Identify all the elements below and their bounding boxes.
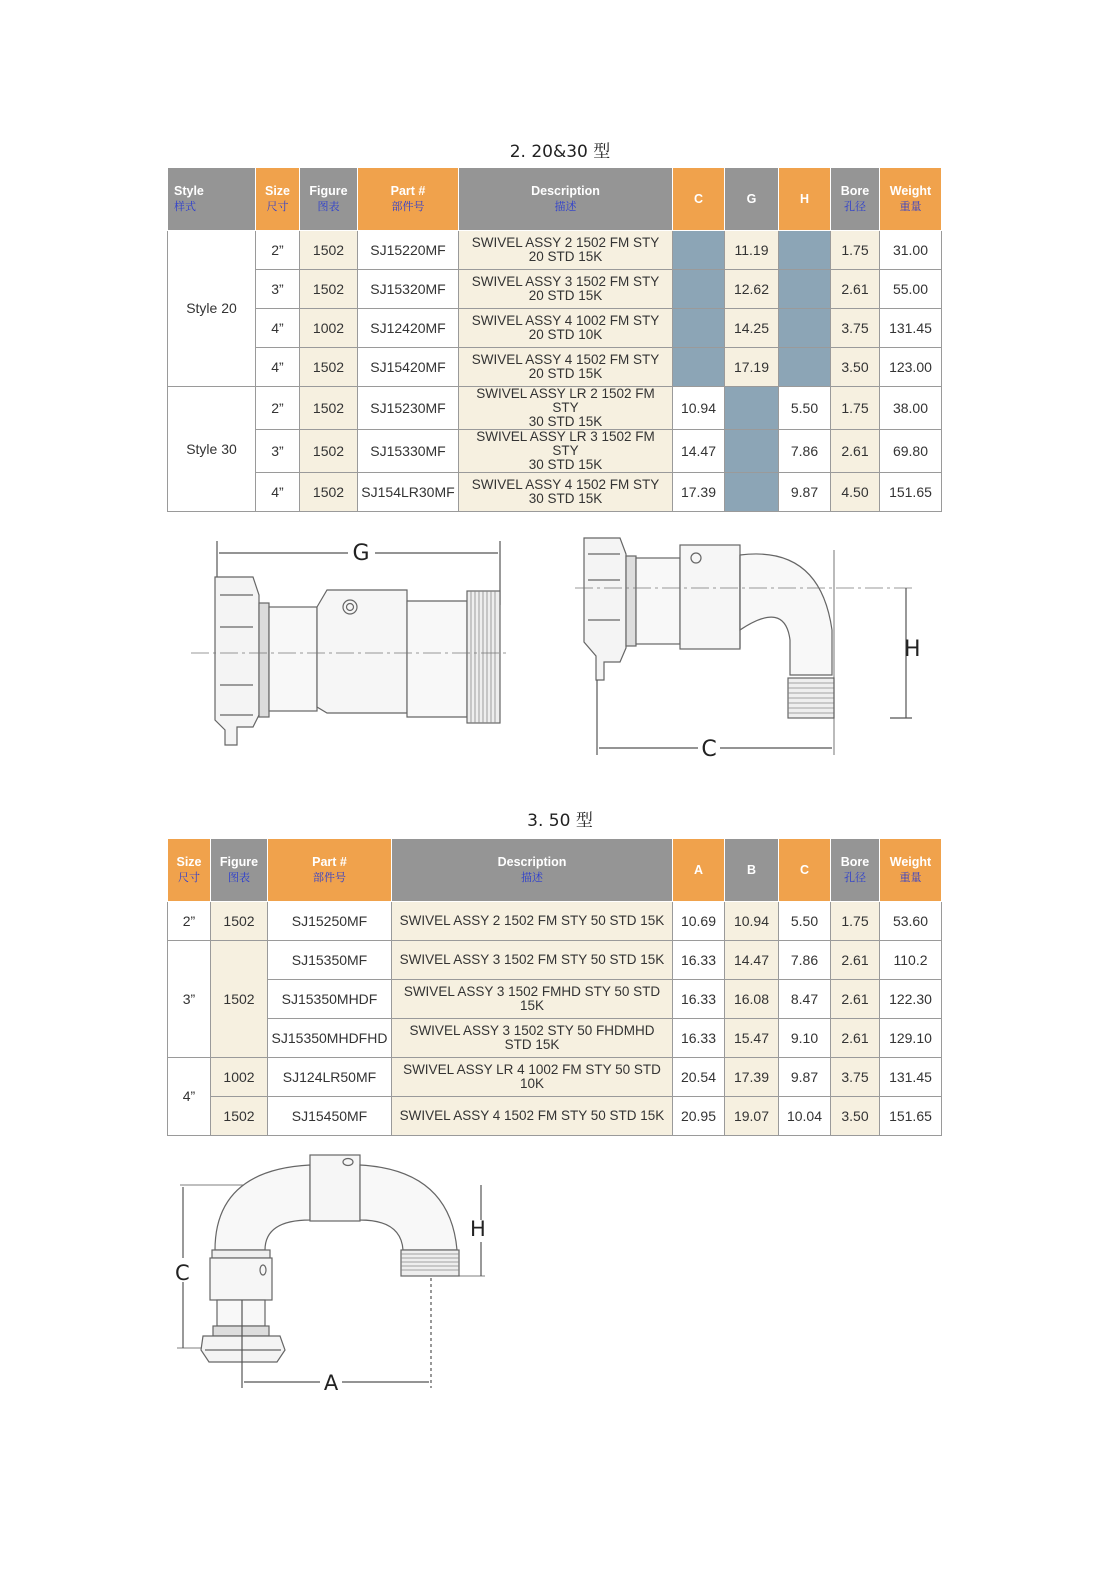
part-number-cell: SJ15330MF [358, 430, 459, 473]
table-row [168, 941, 942, 980]
c-value-cell [673, 270, 725, 309]
size-cell: 4” [256, 473, 300, 512]
figure-cell: 1502 [300, 387, 358, 430]
g-value-cell: 17.19 [725, 348, 779, 387]
b-value-cell: 19.07 [725, 1097, 779, 1136]
h-value-cell [779, 309, 831, 348]
part-number-cell: SJ124LR50MF [268, 1058, 392, 1097]
weight-cell: 131.45 [880, 1058, 942, 1097]
bore-cell: 1.75 [831, 902, 880, 941]
table-row [168, 980, 942, 1019]
g-value-cell [725, 473, 779, 512]
figure-cell: 1502 [211, 902, 268, 941]
description-cell: SWIVEL ASSY 4 1502 FM STY 50 STD 15K [392, 1097, 673, 1136]
part-number-cell: SJ15220MF [358, 231, 459, 270]
h-value-cell: 9.87 [779, 473, 831, 512]
header-b: B [725, 839, 779, 902]
h-value-cell [779, 348, 831, 387]
dimension-c-label: C [701, 737, 717, 762]
description-cell: SWIVEL ASSY LR 2 1502 FM STY 30 STD 15K [459, 387, 673, 430]
c-value-cell [673, 231, 725, 270]
section-title-50: 3. 50 型 [527, 811, 593, 831]
bore-cell: 2.61 [831, 980, 880, 1019]
weight-cell: 122.30 [880, 980, 942, 1019]
table-row [168, 902, 942, 941]
header-bore: Bore 孔径 [831, 839, 880, 902]
bore-cell: 2.61 [831, 430, 880, 473]
weight-cell: 55.00 [880, 270, 942, 309]
part-number-cell: SJ154LR30MF [358, 473, 459, 512]
c-value-cell: 5.50 [779, 902, 831, 941]
section-title-20-30: 2. 20&30 型 [509, 142, 611, 162]
size-cell: 4” [256, 348, 300, 387]
description-cell: SWIVEL ASSY 2 1502 FM STY 50 STD 15K [392, 902, 673, 941]
description-cell: SWIVEL ASSY 3 1502 STY 50 FHDMHD STD 15K [392, 1019, 673, 1058]
table-row [168, 430, 942, 473]
bore-cell: 4.50 [831, 473, 880, 512]
b-value-cell: 15.47 [725, 1019, 779, 1058]
style-30-swivel-diagram [570, 530, 930, 765]
size-cell: 3” [168, 941, 211, 1058]
b-value-cell: 17.39 [725, 1058, 779, 1097]
dimension-h-label: H [470, 1217, 486, 1241]
a-value-cell: 16.33 [673, 941, 725, 980]
table-header-row [168, 168, 942, 231]
bore-cell: 3.75 [831, 1058, 880, 1097]
dimension-c-label: C [175, 1261, 190, 1285]
figure-cell: 1502 [211, 1097, 268, 1136]
header-c: C [779, 839, 831, 902]
h-value-cell [779, 231, 831, 270]
table-row [168, 309, 942, 348]
a-value-cell: 20.95 [673, 1097, 725, 1136]
style-cell: Style 30 [168, 387, 256, 512]
table-header-row [168, 839, 942, 902]
description-cell: SWIVEL ASSY 3 1502 FM STY 20 STD 15K [459, 270, 673, 309]
b-value-cell: 16.08 [725, 980, 779, 1019]
g-value-cell: 14.25 [725, 309, 779, 348]
bore-cell: 2.61 [831, 270, 880, 309]
style-50-swivel-diagram [165, 1150, 495, 1395]
c-value-cell: 9.10 [779, 1019, 831, 1058]
header-size: Size 尺寸 [168, 839, 211, 902]
header-weight: Weight 重量 [880, 839, 942, 902]
g-value-cell [725, 387, 779, 430]
weight-cell: 110.2 [880, 941, 942, 980]
header-description: Description 描述 [392, 839, 673, 902]
part-number-cell: SJ15320MF [358, 270, 459, 309]
weight-cell: 38.00 [880, 387, 942, 430]
description-cell: SWIVEL ASSY 3 1502 FM STY 50 STD 15K [392, 941, 673, 980]
bore-cell: 1.75 [831, 231, 880, 270]
header-bore: Bore 孔径 [831, 168, 880, 231]
figure-cell: 1502 [300, 348, 358, 387]
c-value-cell: 8.47 [779, 980, 831, 1019]
h-value-cell [779, 270, 831, 309]
header-c: C [673, 168, 725, 231]
weight-cell: 69.80 [880, 430, 942, 473]
h-value-cell: 7.86 [779, 430, 831, 473]
bore-cell: 1.75 [831, 387, 880, 430]
g-value-cell: 11.19 [725, 231, 779, 270]
part-number-cell: SJ15450MF [268, 1097, 392, 1136]
bore-cell: 2.61 [831, 941, 880, 980]
header-part: Part # 部件号 [358, 168, 459, 231]
part-number-cell: SJ15420MF [358, 348, 459, 387]
c-value-cell: 9.87 [779, 1058, 831, 1097]
header-figure: Figure 图表 [211, 839, 268, 902]
header-part: Part # 部件号 [268, 839, 392, 902]
size-cell: 4” [168, 1058, 211, 1136]
figure-cell: 1502 [300, 231, 358, 270]
size-cell: 3” [256, 270, 300, 309]
h-value-cell: 5.50 [779, 387, 831, 430]
c-value-cell: 17.39 [673, 473, 725, 512]
table-row [168, 1097, 942, 1136]
spec-table-style-20-30 [167, 167, 942, 512]
header-weight: Weight 重量 [880, 168, 942, 231]
part-number-cell: SJ15230MF [358, 387, 459, 430]
figure-cell: 1502 [300, 430, 358, 473]
header-g: G [725, 168, 779, 231]
a-value-cell: 10.69 [673, 902, 725, 941]
part-number-cell: SJ15350MHDFHD [268, 1019, 392, 1058]
figure-cell: 1502 [300, 270, 358, 309]
b-value-cell: 14.47 [725, 941, 779, 980]
c-value-cell [673, 309, 725, 348]
header-a: A [673, 839, 725, 902]
description-cell: SWIVEL ASSY 4 1002 FM STY 20 STD 10K [459, 309, 673, 348]
dimension-a-label: A [323, 1371, 339, 1395]
size-cell: 2” [168, 902, 211, 941]
c-value-cell: 10.04 [779, 1097, 831, 1136]
bore-cell: 3.50 [831, 348, 880, 387]
description-cell: SWIVEL ASSY 3 1502 FMHD STY 50 STD 15K [392, 980, 673, 1019]
table-row [168, 270, 942, 309]
weight-cell: 131.45 [880, 309, 942, 348]
dimension-g-label: G [352, 541, 370, 566]
description-cell: SWIVEL ASSY 4 1502 FM STY 30 STD 15K [459, 473, 673, 512]
c-value-cell [673, 348, 725, 387]
description-cell: SWIVEL ASSY LR 4 1002 FM STY 50 STD 10K [392, 1058, 673, 1097]
size-cell: 2” [256, 387, 300, 430]
table-row [168, 1058, 942, 1097]
figure-cell: 1502 [211, 941, 268, 1058]
weight-cell: 129.10 [880, 1019, 942, 1058]
table-row [168, 348, 942, 387]
c-value-cell: 10.94 [673, 387, 725, 430]
table-row [168, 473, 942, 512]
header-style: Style 样式 [168, 168, 256, 231]
size-cell: 3” [256, 430, 300, 473]
dimension-h-label: H [904, 637, 921, 662]
bore-cell: 3.50 [831, 1097, 880, 1136]
weight-cell: 123.00 [880, 348, 942, 387]
c-value-cell: 14.47 [673, 430, 725, 473]
weight-cell: 53.60 [880, 902, 942, 941]
spec-table-style-50 [167, 838, 942, 1136]
figure-cell: 1502 [300, 473, 358, 512]
figure-cell: 1002 [211, 1058, 268, 1097]
header-figure: Figure 图表 [300, 168, 358, 231]
g-value-cell: 12.62 [725, 270, 779, 309]
description-cell: SWIVEL ASSY LR 3 1502 FM STY 30 STD 15K [459, 430, 673, 473]
c-value-cell: 7.86 [779, 941, 831, 980]
bore-cell: 3.75 [831, 309, 880, 348]
part-number-cell: SJ15250MF [268, 902, 392, 941]
description-cell: SWIVEL ASSY 4 1502 FM STY 20 STD 15K [459, 348, 673, 387]
g-value-cell [725, 430, 779, 473]
description-cell: SWIVEL ASSY 2 1502 FM STY 20 STD 15K [459, 231, 673, 270]
style-20-swivel-diagram [185, 535, 515, 765]
style-cell: Style 20 [168, 231, 256, 387]
table-row [168, 231, 942, 270]
header-h: H [779, 168, 831, 231]
a-value-cell: 20.54 [673, 1058, 725, 1097]
part-number-cell: SJ12420MF [358, 309, 459, 348]
header-description: Description 描述 [459, 168, 673, 231]
header-size: Size 尺寸 [256, 168, 300, 231]
bore-cell: 2.61 [831, 1019, 880, 1058]
figure-cell: 1002 [300, 309, 358, 348]
a-value-cell: 16.33 [673, 980, 725, 1019]
weight-cell: 151.65 [880, 473, 942, 512]
table-row [168, 1019, 942, 1058]
table-row [168, 387, 942, 430]
b-value-cell: 10.94 [725, 902, 779, 941]
a-value-cell: 16.33 [673, 1019, 725, 1058]
weight-cell: 151.65 [880, 1097, 942, 1136]
size-cell: 4” [256, 309, 300, 348]
part-number-cell: SJ15350MF [268, 941, 392, 980]
part-number-cell: SJ15350MHDF [268, 980, 392, 1019]
weight-cell: 31.00 [880, 231, 942, 270]
size-cell: 2” [256, 231, 300, 270]
